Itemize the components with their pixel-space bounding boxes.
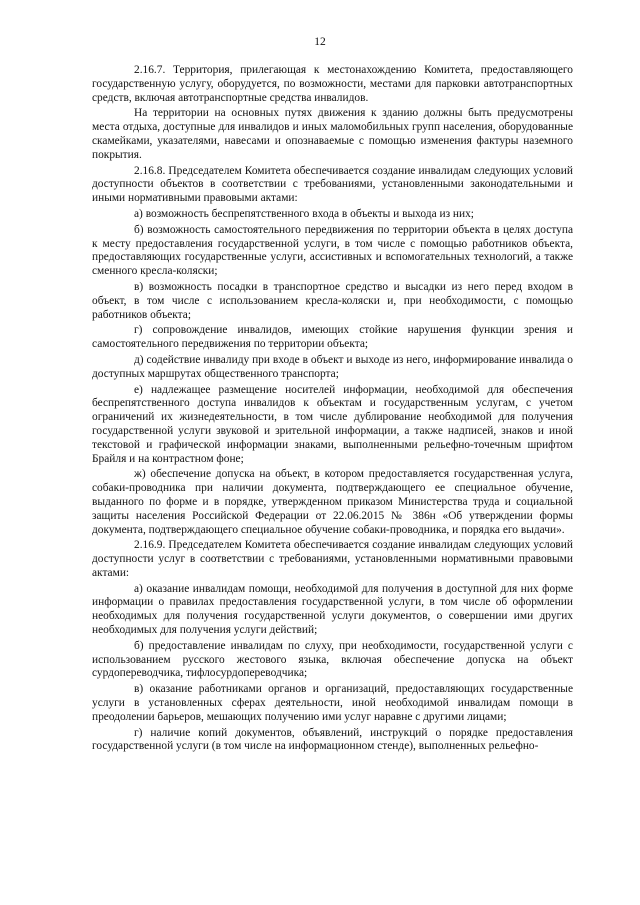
paragraph-2-16-8: 2.16.8. Председателем Комитета обеспечивается создание инвалидам следующих условий доступности объектов в соответствии с требованиями, установленными законодательными и иными нормативными правовыми актами: — [92, 164, 573, 205]
paragraph-rest-places: На территории на основных путях движения к зданию должны быть предусмотрены места отдыха, доступные для инвалидов и иных маломобильных групп населения, оборудованные скамейками, указателями, навесами и опознаваемые с помощью изменения фактуры наземного покрытия. — [92, 107, 573, 161]
paragraph-2-16-7: 2.16.7. Территория, прилегающая к местонахождению Комитета, предоставляющего государственную услугу, оборудуется, по возможности, местами для парковки автотранспортных средств, включая автотранспортные средства инвалидов. — [92, 64, 573, 104]
list-item-v-services: в) оказание работниками органов и организаций, предоставляющих государственные услуги в установленных сферах деятельности, иной необходимой инвалидам помощи в преодолении барьеров, мешающих получению ими услуг наравне с другими лицами; — [92, 683, 573, 723]
list-item-b-services: б) предоставление инвалидам по слуху, при необходимости, государственной услуги с использованием русского жестового языка, включая обеспечение допуска на объект сурдопереводчика, тифлосурдопереводчика; — [92, 639, 573, 680]
list-item-b: б) возможность самостоятельного передвижения по территории объекта в целях доступа к месту предоставления государственной услуги, в том числе с помощью работников объекта, предоставляющих государственные услуги, ассистивных и вспомогательных технологий, а также сменного кресла-коляски; — [92, 223, 573, 278]
list-item-g: г) сопровождение инвалидов, имеющих стойкие нарушения функции зрения и самостоятельного передвижения по территории объекта; — [92, 324, 573, 351]
list-item-g-services: г) наличие копий документов, объявлений, инструкций о порядке предоставления государственной услуги (в том числе на информационном стенде), выполненных рельефно- — [92, 726, 573, 753]
paragraph-2-16-9: 2.16.9. Председателем Комитета обеспечивается создание инвалидам следующих условий доступности услуг в соответствии с требованиями, установленными нормативными правовыми актами: — [92, 539, 573, 579]
list-item-e: е) надлежащее размещение носителей информации, необходимой для обеспечения беспрепятственного доступа инвалидов к объектам и государственным услугам, с учетом ограничений их жизнедеятельности, в том числе дублирование необходимой для получения государственной услуги звуковой и зрительной информации, а также надписей, знаков и иной текстовой и графической информации знаками, выполненными рельефно-точечным шрифтом Брайля и на контрастном фоне; — [92, 383, 573, 465]
list-item-zh: ж) обеспечение допуска на объект, в котором предоставляется государственная услуга, собаки-проводника при наличии документа, подтверждающего ее специальное обучение, выданного по форме и в порядке, утвержденном приказом Министерства труда и социальной защиты населения Российской Федерации от 22.06.2015 № 386н «Об утверждении формы документа, подтверждающего специальное обучение собаки-проводника, и порядка его выдачи». — [92, 468, 573, 536]
list-item-v: в) возможность посадки в транспортное средство и высадки из него перед входом в объект, в том числе с использованием кресла-коляски и, при необходимости, с помощью работников объекта; — [92, 280, 573, 321]
list-item-a-services: а) оказание инвалидам помощи, необходимой для получения в доступной для них форме информации о правилах предоставления государственной услуги, в том числе об оформлении необходимых для получения государственной услуги документов, о совершении ими других необходимых для получения услуги действий; — [92, 582, 573, 637]
list-item-a: а) возможность беспрепятственного входа в объекты и выхода из них; — [134, 207, 474, 220]
list-item-d: д) содействие инвалиду при входе в объект и выходе из него, информирование инвалида о доступных маршрутах общественного транспорта; — [92, 353, 573, 380]
document-body — [92, 64, 573, 756]
page-number: 12 — [314, 36, 326, 48]
